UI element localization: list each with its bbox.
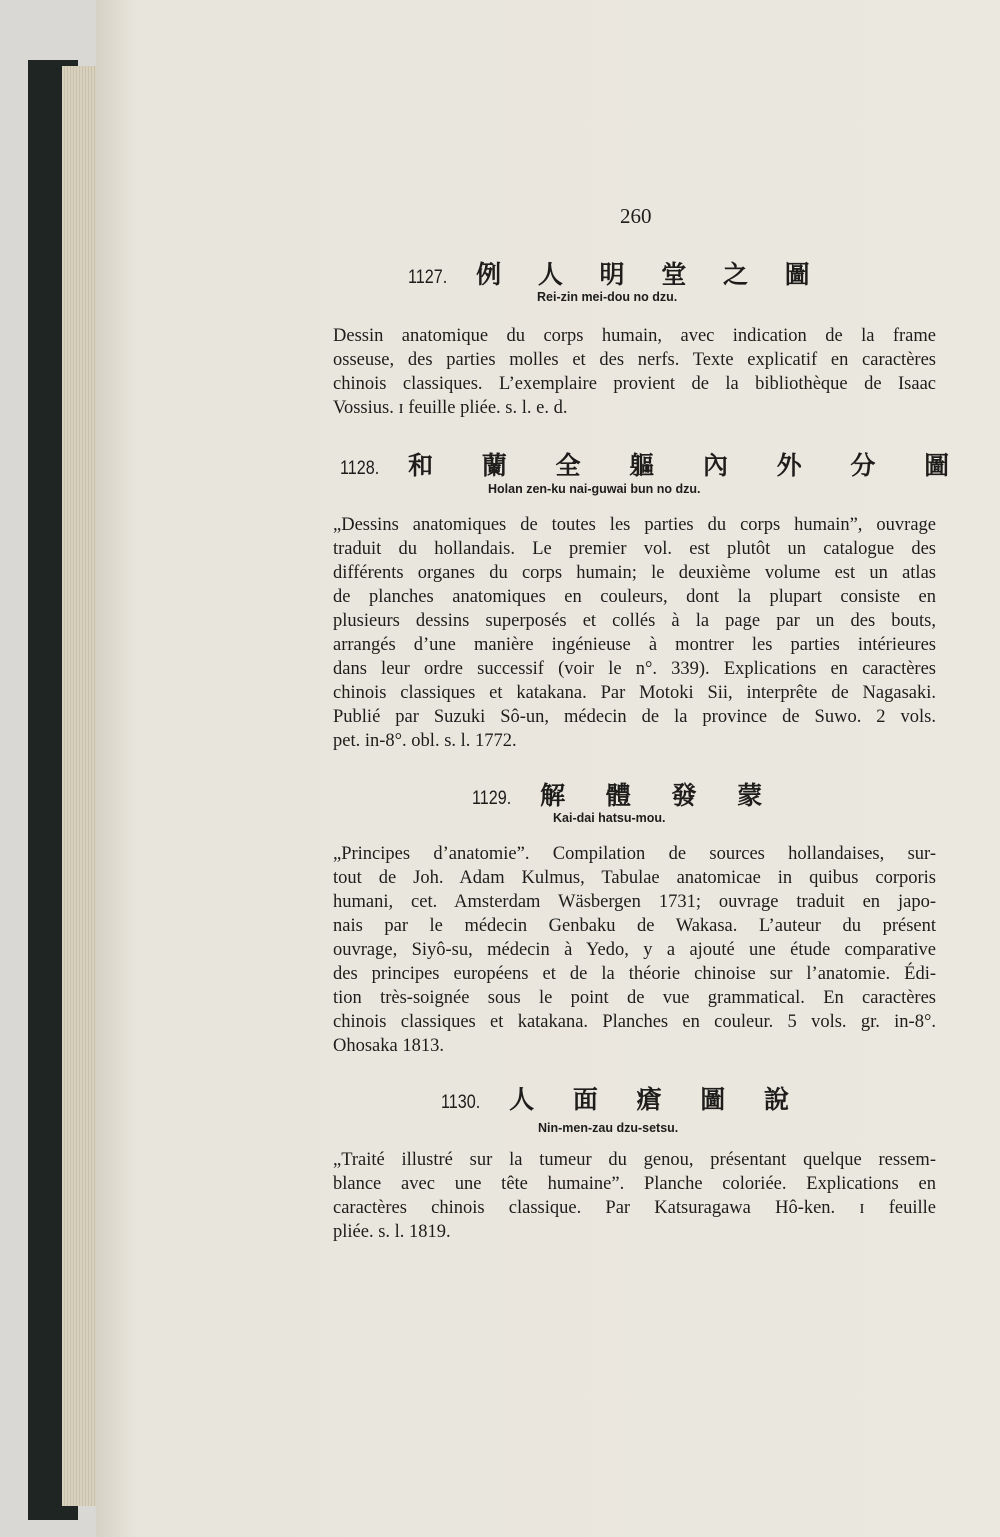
entry-heading [340, 446, 949, 482]
entry-number: 1127. [408, 267, 448, 288]
text-line: „Traité illustré sur la tumeur du genou, présentant quelque ressem- [333, 1150, 936, 1170]
text-line: chinois classiques et katakana. Planches en couleur. 5 vols. gr. in-8°. [333, 1012, 936, 1032]
entry-number: 1128. [340, 458, 380, 479]
entry-description [333, 513, 936, 753]
text-line: dans leur ordre successif (voir le n°. 339). Explications en caractères [333, 659, 936, 679]
text-line: Ohosaka 1813. [333, 1036, 444, 1056]
entry-heading [441, 1080, 789, 1116]
book-page [96, 0, 1000, 1537]
text-line: pliée. s. l. 1819. [333, 1222, 451, 1242]
page-number: 260 [620, 204, 652, 228]
entry-description [333, 1148, 936, 1244]
entry-description [333, 324, 936, 420]
entry-description [333, 842, 936, 1058]
text-line: humani, cet. Amsterdam Wäsbergen 1731; ouvrage traduit en japo- [333, 892, 936, 912]
text-line: blance avec une tête humaine”. Planche coloriée. Explications en [333, 1174, 936, 1194]
text-line: ouvrage, Siyô-su, médecin à Yedo, y a ajouté une étude comparative [333, 940, 936, 960]
entry-title-kanji: 例 人 明 堂 之 圖 [476, 260, 810, 289]
text-line: de planches anatomiques en couleurs, dont la plupart consiste en [333, 587, 936, 607]
text-line: osseuse, des parties molles et des nerfs. Texte explicatif en caractères [333, 350, 936, 370]
entry-number: 1130. [441, 1092, 481, 1113]
text-line: arrangés d’une manière ingénieuse à montrer les parties intérieures [333, 635, 936, 655]
text-line: tout de Joh. Adam Kulmus, Tabulae anatomicae in quibus corporis [333, 868, 936, 888]
text-line: chinois classiques et katakana. Par Motoki Sii, interprête de Nagasaki. [333, 683, 936, 703]
entry-heading [472, 776, 762, 812]
text-line: différents organes du corps humain; le deuxième volume est un atlas [333, 563, 936, 583]
text-line: nais par le médecin Genbaku de Wakasa. L’auteur du présent [333, 916, 936, 936]
entry-title-kanji: 解 體 發 蒙 [540, 781, 763, 810]
entry-number: 1129. [472, 788, 512, 809]
text-line: chinois classiques. L’exemplaire provient de la bibliothèque de Isaac [333, 374, 936, 394]
entry-romaji: Rei-zin mei-dou no dzu. [537, 290, 678, 304]
entry-romaji: Holan zen-ku nai-guwai bun no dzu. [488, 482, 701, 496]
entry-title-kanji: 人 面 瘡 圖 說 [509, 1085, 789, 1114]
text-line: Dessin anatomique du corps humain, avec indication de la frame [333, 326, 936, 346]
text-line: pet. in-8°. obl. s. l. 1772. [333, 731, 517, 751]
text-line: tion très-soignée sous le point de vue grammatical. En caractères [333, 988, 936, 1008]
entry-heading [408, 255, 810, 291]
text-line: des principes européens et de la théorie chinoise sur l’anatomie. Édi- [333, 964, 936, 984]
text-line: Publié par Suzuki Sô-un, médecin de la province de Suwo. 2 vols. [333, 707, 936, 727]
text-line: caractères chinois classique. Par Katsuragawa Hô-ken. ɪ feuille [333, 1198, 936, 1218]
text-line: Vossius. ɪ feuille pliée. s. l. e. d. [333, 398, 568, 418]
entry-romaji: Nin-men-zau dzu-setsu. [538, 1121, 679, 1135]
entry-title-kanji: 和 蘭 全 軀 內 外 分 圖 [408, 451, 950, 480]
text-line: plusieurs dessins superposés et collés à la page par un des bouts, [333, 611, 936, 631]
entry-romaji: Kai-dai hatsu-mou. [553, 811, 666, 825]
text-line: traduit du hollandais. Le premier vol. est plutôt un catalogue des [333, 539, 936, 559]
text-line: „Principes d’anatomie”. Compilation de sources hollandaises, sur- [333, 844, 936, 864]
text-line: „Dessins anatomiques de toutes les parties du corps humain”, ouvrage [333, 515, 936, 535]
